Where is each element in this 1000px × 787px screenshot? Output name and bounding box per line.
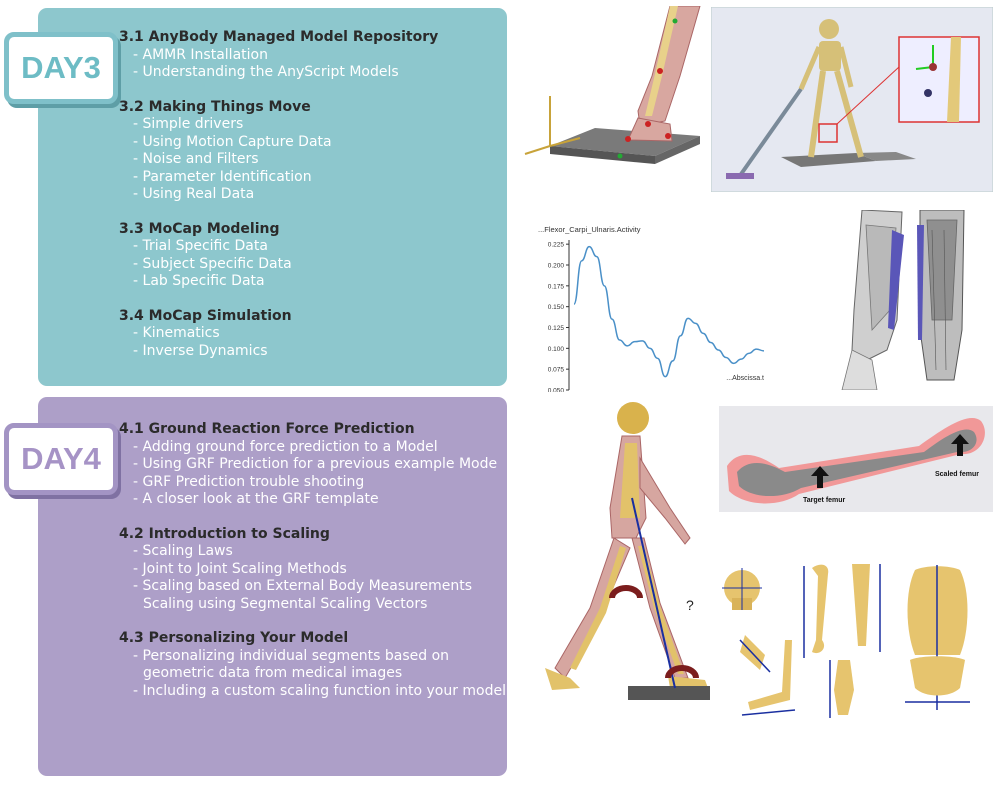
section-title: 3.3 MoCap Modeling: [119, 220, 280, 237]
section-item: - Parameter Identification: [119, 169, 438, 187]
section-item: - Simple drivers: [119, 116, 438, 134]
walking-skeleton-figure: [540, 398, 715, 713]
day4-content: [119, 421, 506, 717]
series-line: [574, 247, 764, 377]
section-title: 4.2 Introduction to Scaling: [119, 525, 330, 542]
day4-section-1: [119, 421, 506, 509]
skeleton-stick-figure: [711, 7, 993, 192]
section-item: - Subject Specific Data: [119, 256, 438, 274]
day3-section-3: [119, 221, 438, 291]
femur-scaling-figure: [719, 406, 993, 512]
scaled-femur-label: Scaled femur: [935, 471, 979, 478]
y-tick-label: 0.100: [547, 345, 564, 353]
section-title: 4.1 Ground Reaction Force Prediction: [119, 421, 415, 437]
day3-content: [119, 29, 438, 377]
section-item: - Using Real Data: [119, 186, 438, 204]
section-item: geometric data from medical images: [143, 665, 403, 681]
section-item: Scaling using Segmental Scaling Vectors: [143, 595, 428, 612]
section-item: - Using GRF Prediction for a previous example Mode: [119, 456, 506, 474]
bone-segments-figure: [720, 560, 995, 725]
section-item: - Including a custom scaling function into your model: [119, 683, 506, 701]
y-tick-label: 0.125: [547, 325, 564, 332]
forearm-muscles-figure: [832, 210, 982, 390]
day4-section-2: [119, 526, 506, 614]
section-item: - Scaling Laws: [119, 543, 506, 561]
section-item: - Inverse Dynamics: [119, 343, 438, 361]
target-femur-label: Target femur: [803, 497, 846, 504]
day4-badge: DAY4: [4, 423, 118, 495]
section-item: - GRF Prediction trouble shooting: [119, 474, 506, 492]
section-item: - Using Motion Capture Data: [119, 134, 438, 152]
day3-badge: DAY3: [4, 32, 118, 104]
section-item: - Personalizing individual segments based on: [119, 648, 506, 666]
section-item: - AMMR Installation: [119, 47, 438, 65]
section-item: - Understanding the AnyScript Models: [119, 64, 438, 82]
day3-section-1: [119, 29, 438, 82]
day4-section-3: [119, 630, 506, 700]
day3-section-2: [119, 99, 438, 204]
y-tick-label: 0.075: [547, 366, 564, 374]
x-axis-label: ...Abscissa.t: [726, 375, 764, 382]
y-tick-label: 0.225: [547, 241, 564, 249]
question-mark: ?: [686, 597, 694, 613]
section-title: 3.2 Making Things Move: [119, 98, 311, 115]
section-title: 3.4 MoCap Simulation: [119, 307, 292, 324]
section-item: - Trial Specific Data: [119, 238, 438, 256]
section-item: - A closer look at the GRF template: [119, 491, 506, 509]
section-item: - Noise and Filters: [119, 151, 438, 169]
y-tick-label: 0.175: [547, 283, 564, 291]
chart-title: ...Flexor_Carpi_Ulnaris.Activity: [538, 225, 641, 234]
section-title: 4.3 Personalizing Your Model: [119, 630, 349, 646]
y-tick-label: 0.050: [547, 387, 564, 392]
section-item: - Adding ground force prediction to a Model: [119, 439, 506, 457]
activity-chart: [536, 222, 776, 392]
day3-section-4: [119, 308, 438, 361]
section-item: - Scaling based on External Body Measurements: [119, 578, 506, 596]
section-item: - Lab Specific Data: [119, 273, 438, 291]
leg-forceplate-figure: [520, 6, 705, 181]
activity-chart-svg: [536, 222, 776, 392]
section-item: - Kinematics: [119, 325, 438, 343]
section-item: - Joint to Joint Scaling Methods: [119, 561, 506, 579]
y-tick-label: 0.200: [547, 262, 564, 270]
y-tick-label: 0.150: [547, 304, 564, 312]
section-title: 3.1 AnyBody Managed Model Repository: [119, 29, 439, 45]
